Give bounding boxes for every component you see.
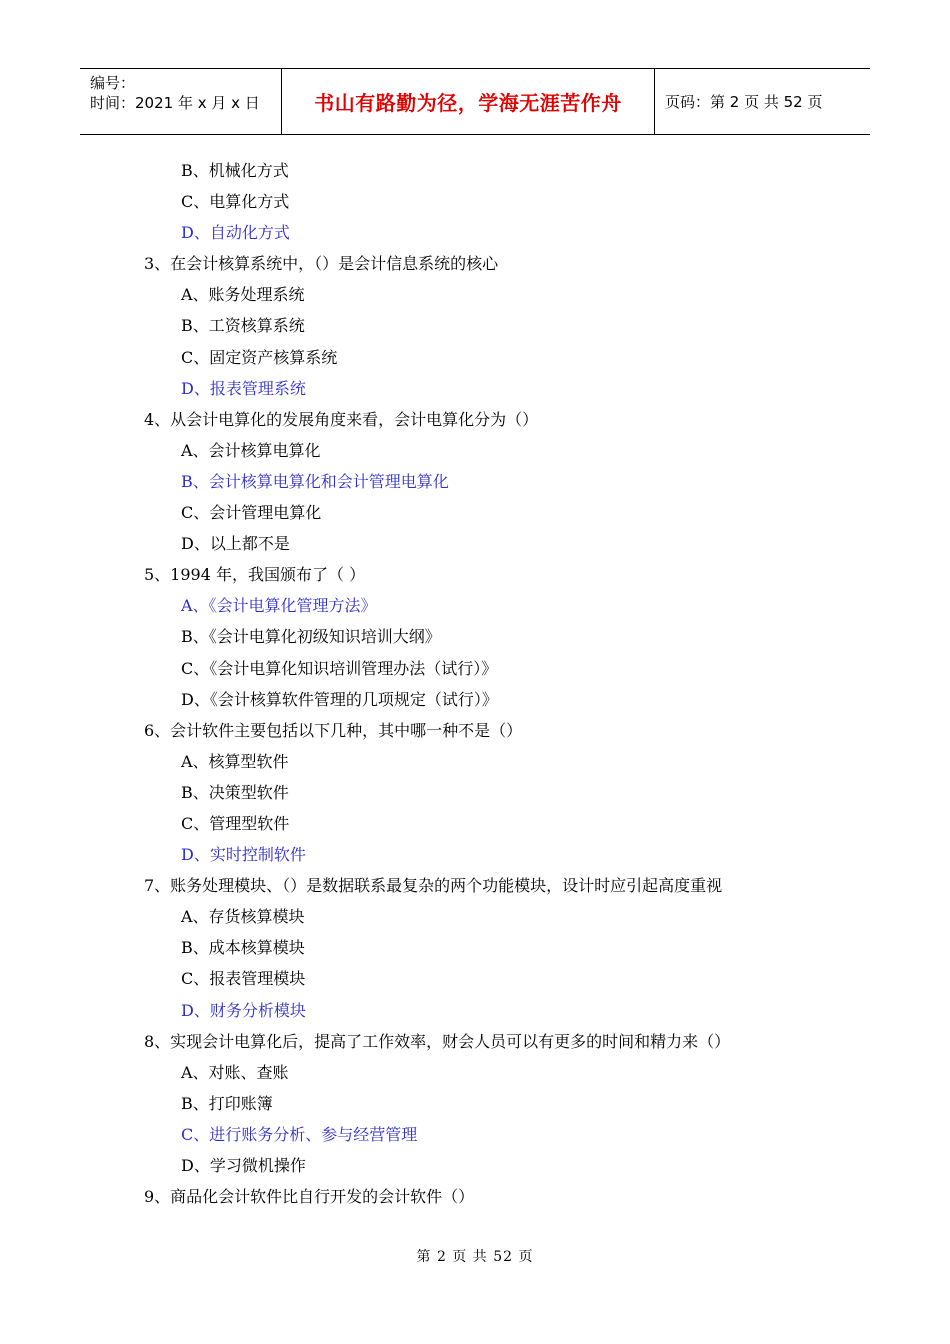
answer-option: D、自动化方式 [181, 223, 290, 243]
option-item: D、以上都不是 [181, 534, 290, 554]
option-item: A、存货核算模块 [181, 907, 305, 927]
option-item: B、成本核算模块 [181, 938, 305, 958]
document-code-label: 编号： [90, 74, 136, 92]
header-page-info: 页码：第 2 页 共 52 页 [665, 93, 823, 111]
option-item: C、会计管理电算化 [181, 503, 322, 523]
answer-option: C、进行账务分析、参与经营管理 [181, 1124, 418, 1144]
option-item: C、《会计电算化知识培训管理办法（试行）》 [181, 658, 498, 678]
page-footer: 第 2 页 共 52 页 [416, 1249, 534, 1265]
answer-option: D、实时控制软件 [181, 845, 306, 865]
option-item: C、管理型软件 [181, 813, 290, 833]
answer-option: D、财务分析模块 [181, 1000, 306, 1020]
header-meta [80, 69, 282, 134]
option-item: B、机械化方式 [181, 161, 289, 180]
answer-option: B、会计核算电算化和会计管理电算化 [181, 471, 449, 491]
question-stem: 8、实现会计电算化后，提高了工作效率，财会人员可以有更多的时间和精力来（） [144, 1031, 731, 1051]
option-item: A、核算型软件 [181, 751, 289, 771]
option-item: A、账务处理系统 [181, 285, 305, 305]
question-stem: 6、会计软件主要包括以下几种，其中哪一种不是（） [144, 720, 523, 740]
option-item: D、学习微机操作 [181, 1156, 306, 1175]
question-stem: 9、商品化会计软件比自行开发的会计软件（） [144, 1187, 475, 1207]
option-item: B、决策型软件 [181, 782, 289, 802]
option-item: D、《会计核算软件管理的几项规定（试行）》 [181, 689, 498, 709]
page-header [80, 68, 870, 135]
question-stem: 3、在会计核算系统中，（）是会计信息系统的核心 [144, 254, 499, 274]
header-motto: 书山有路勤为径，学海无涯苦作舟 [282, 69, 655, 134]
question-list [0, 155, 950, 1212]
answer-option: A、《会计电算化管理方法》 [181, 596, 377, 616]
answer-option: D、报表管理系统 [181, 378, 306, 398]
option-item: B、工资核算系统 [181, 316, 305, 336]
option-item: A、对账、查账 [181, 1062, 289, 1082]
question-stem: 5、1994 年，我国颁布了（ ） [144, 565, 366, 585]
option-item: C、电算化方式 [181, 192, 290, 212]
option-item: C、固定资产核算系统 [181, 347, 338, 367]
question-stem: 7、账务处理模块、（）是数据联系最复杂的两个功能模块，设计时应引起高度重视 [144, 876, 723, 896]
option-item: C、报表管理模块 [181, 969, 306, 989]
option-item: A、会计核算电算化 [181, 440, 321, 460]
option-item: B、《会计电算化初级知识培训大纲》 [181, 627, 441, 647]
question-stem: 4、从会计电算化的发展角度来看，会计电算化分为（） [144, 409, 539, 429]
option-item: B、打印账簿 [181, 1093, 273, 1113]
document-date: 时间：2021 年 x 月 x 日 [90, 94, 260, 112]
